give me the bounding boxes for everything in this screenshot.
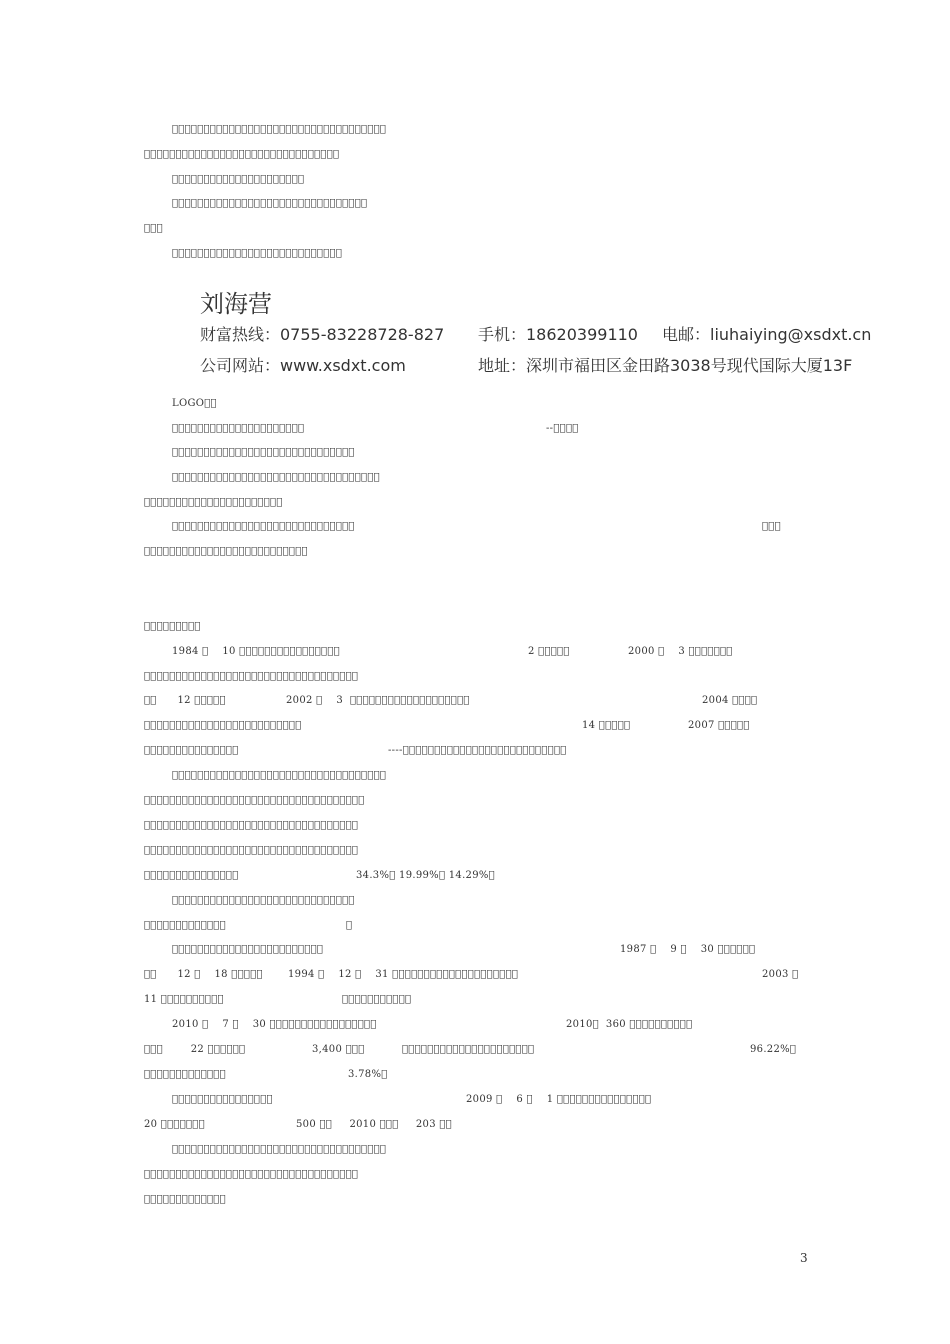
text-line: 􀀀􀀀􀀀􀀀􀀀􀀀􀀀􀀀􀀀􀀀􀀀􀀀􀀀􀀀􀀀􀀀􀀀􀀀􀀀􀀀􀀀􀀀􀀀􀀀􀀀􀀀􀀀􀀀􀀀􀀀􀀀􀀀􀀀􀀀: [172, 770, 387, 781]
text-line: 􀀀􀀀􀀀􀀀􀀀􀀀􀀀􀀀􀀀􀀀􀀀􀀀􀀀􀀀􀀀􀀀􀀀􀀀􀀀􀀀􀀀􀀀􀀀􀀀􀀀􀀀􀀀: [172, 248, 343, 259]
text-line: --􀀀􀀀􀀀􀀀: [546, 423, 579, 434]
text-line: 􀀀􀀀􀀀􀀀􀀀􀀀􀀀􀀀􀀀􀀀􀀀􀀀􀀀􀀀􀀀: [144, 870, 239, 881]
text-line: 􀀀􀀀􀀀: [144, 223, 163, 234]
text-line: 500 􀀀􀀀 2010 􀀀􀀀􀀀 203 􀀀􀀀: [296, 1119, 452, 1130]
signature-address: 地址：深圳市福田区金田路3038号现代国际大厦13F: [478, 356, 853, 375]
text-line: 􀀀􀀀􀀀􀀀􀀀􀀀􀀀􀀀􀀀􀀀􀀀􀀀􀀀􀀀􀀀􀀀􀀀􀀀􀀀􀀀􀀀􀀀􀀀􀀀􀀀􀀀􀀀􀀀􀀀􀀀􀀀􀀀􀀀􀀀: [144, 1169, 359, 1180]
text-line: 20 􀀀􀀀􀀀􀀀􀀀􀀀􀀀: [144, 1119, 205, 1130]
page-number: 3: [800, 1251, 808, 1265]
text-line: 􀀀􀀀􀀀􀀀􀀀􀀀􀀀􀀀􀀀􀀀􀀀􀀀􀀀􀀀􀀀􀀀􀀀􀀀􀀀􀀀􀀀􀀀􀀀􀀀􀀀􀀀􀀀􀀀􀀀􀀀􀀀􀀀􀀀􀀀: [144, 845, 359, 856]
logo-label: LOGO􀀀􀀀: [172, 398, 217, 409]
text-line: 􀀀􀀀􀀀􀀀􀀀􀀀􀀀􀀀􀀀􀀀􀀀􀀀􀀀: [144, 1069, 226, 1080]
signature-email: 电邮：liuhaiying@xsdxt.cn: [662, 325, 872, 344]
text-line: 􀀀􀀀􀀀􀀀􀀀􀀀􀀀􀀀􀀀􀀀􀀀􀀀􀀀􀀀􀀀􀀀􀀀􀀀􀀀􀀀􀀀􀀀􀀀􀀀􀀀􀀀􀀀􀀀􀀀􀀀􀀀􀀀􀀀􀀀: [172, 1144, 387, 1155]
text-line: 2007 􀀀􀀀􀀀􀀀􀀀: [688, 720, 750, 731]
text-line: 2000 􀀀 3 􀀀􀀀􀀀􀀀􀀀􀀀􀀀: [628, 646, 733, 657]
text-line: 􀀀􀀀􀀀 22 􀀀􀀀􀀀􀀀􀀀􀀀: [144, 1044, 246, 1055]
signature-website: 公司网站：www.xsdxt.com: [200, 356, 406, 375]
text-line: 1987 􀀀 9 􀀀 30 􀀀􀀀􀀀􀀀􀀀􀀀: [620, 944, 756, 955]
text-line: 2002 􀀀 3 􀀀􀀀􀀀􀀀􀀀􀀀􀀀􀀀􀀀􀀀􀀀􀀀􀀀􀀀􀀀􀀀􀀀􀀀􀀀: [286, 695, 470, 706]
text-line: 34.3%􀀀 19.99%􀀀 14.29%􀀀: [356, 870, 495, 881]
signature-hotline: 财富热线：0755-83228728-827: [200, 325, 445, 344]
text-line: 96.22%􀀀: [750, 1044, 797, 1055]
text-line: ----􀀀􀀀􀀀􀀀􀀀􀀀􀀀􀀀􀀀􀀀􀀀􀀀􀀀􀀀􀀀􀀀􀀀􀀀􀀀􀀀􀀀􀀀􀀀􀀀􀀀􀀀: [388, 745, 567, 756]
text-line: 􀀀􀀀􀀀􀀀􀀀􀀀􀀀􀀀􀀀􀀀􀀀􀀀􀀀: [144, 920, 226, 931]
text-line: 􀀀􀀀􀀀: [762, 521, 781, 532]
text-line: 􀀀􀀀􀀀􀀀􀀀􀀀􀀀􀀀􀀀􀀀􀀀􀀀􀀀􀀀􀀀􀀀􀀀􀀀􀀀􀀀􀀀􀀀􀀀􀀀􀀀􀀀􀀀􀀀􀀀􀀀􀀀: [144, 149, 340, 160]
text-line: 􀀀􀀀􀀀􀀀􀀀􀀀􀀀􀀀􀀀􀀀􀀀􀀀􀀀: [144, 1194, 226, 1205]
text-line: 􀀀􀀀􀀀􀀀􀀀􀀀􀀀􀀀􀀀􀀀􀀀􀀀􀀀􀀀􀀀: [144, 745, 239, 756]
text-line: 􀀀􀀀􀀀􀀀􀀀􀀀􀀀􀀀􀀀􀀀􀀀􀀀􀀀􀀀􀀀􀀀􀀀􀀀􀀀􀀀􀀀􀀀􀀀􀀀􀀀􀀀􀀀􀀀􀀀􀀀􀀀􀀀􀀀: [172, 472, 380, 483]
signature-mobile: 手机：18620399110: [478, 325, 638, 344]
text-line: 􀀀􀀀􀀀􀀀􀀀􀀀􀀀􀀀􀀀􀀀􀀀􀀀􀀀􀀀􀀀􀀀􀀀􀀀􀀀􀀀􀀀􀀀􀀀􀀀􀀀􀀀: [144, 546, 308, 557]
text-line: 11 􀀀􀀀􀀀􀀀􀀀􀀀􀀀􀀀􀀀􀀀: [144, 994, 224, 1005]
text-line: 􀀀􀀀􀀀􀀀􀀀􀀀􀀀􀀀􀀀􀀀􀀀􀀀􀀀􀀀􀀀􀀀􀀀􀀀􀀀􀀀􀀀􀀀􀀀􀀀􀀀: [144, 720, 302, 731]
text-line: 2 􀀀􀀀􀀀􀀀􀀀: [528, 646, 570, 657]
text-line: 􀀀􀀀􀀀􀀀􀀀􀀀􀀀􀀀􀀀􀀀􀀀􀀀􀀀􀀀􀀀􀀀􀀀􀀀􀀀􀀀􀀀: [172, 423, 305, 434]
text-line: 1984 􀀀 10 􀀀􀀀􀀀􀀀􀀀􀀀􀀀􀀀􀀀􀀀􀀀􀀀􀀀􀀀􀀀􀀀: [172, 646, 340, 657]
text-line: 2004 􀀀􀀀􀀀􀀀: [702, 695, 758, 706]
text-line: 􀀀􀀀􀀀􀀀􀀀􀀀􀀀􀀀􀀀􀀀􀀀􀀀􀀀􀀀􀀀􀀀􀀀􀀀􀀀􀀀􀀀􀀀􀀀􀀀􀀀􀀀􀀀􀀀􀀀􀀀􀀀􀀀􀀀􀀀: [144, 820, 359, 831]
text-line: 􀀀: [346, 920, 353, 931]
text-line: 􀀀􀀀􀀀􀀀􀀀􀀀􀀀􀀀􀀀􀀀􀀀􀀀􀀀􀀀􀀀􀀀􀀀􀀀􀀀􀀀􀀀􀀀􀀀􀀀: [172, 944, 324, 955]
text-line: 􀀀􀀀􀀀􀀀􀀀􀀀􀀀􀀀􀀀􀀀􀀀􀀀􀀀􀀀􀀀􀀀􀀀􀀀􀀀􀀀􀀀􀀀􀀀􀀀􀀀􀀀􀀀􀀀􀀀: [172, 447, 355, 458]
text-line: 3.78%􀀀: [348, 1069, 388, 1080]
text-line: 􀀀􀀀􀀀􀀀􀀀􀀀􀀀􀀀􀀀􀀀􀀀􀀀􀀀􀀀􀀀􀀀􀀀􀀀􀀀􀀀􀀀􀀀􀀀􀀀􀀀􀀀􀀀􀀀􀀀: [172, 521, 355, 532]
text-line: 􀀀􀀀 12 􀀀􀀀􀀀􀀀􀀀: [144, 695, 226, 706]
text-line: 􀀀􀀀􀀀􀀀􀀀􀀀􀀀􀀀􀀀􀀀􀀀􀀀􀀀􀀀􀀀􀀀􀀀􀀀􀀀􀀀􀀀􀀀􀀀􀀀􀀀􀀀􀀀􀀀􀀀􀀀􀀀: [172, 198, 368, 209]
text-line: 2010􀀀 360 􀀀􀀀􀀀􀀀􀀀􀀀􀀀􀀀􀀀􀀀: [566, 1019, 693, 1030]
text-line: 􀀀􀀀 12 􀀀 18 􀀀􀀀􀀀􀀀􀀀: [144, 969, 263, 980]
text-line: 3,400 􀀀􀀀􀀀: [312, 1044, 365, 1055]
text-line: 􀀀􀀀􀀀􀀀􀀀􀀀􀀀􀀀􀀀􀀀􀀀􀀀􀀀􀀀􀀀􀀀􀀀􀀀􀀀􀀀􀀀􀀀􀀀􀀀􀀀􀀀􀀀􀀀􀀀: [172, 895, 355, 906]
text-line: 􀀀􀀀􀀀􀀀􀀀􀀀􀀀􀀀􀀀􀀀􀀀􀀀􀀀􀀀􀀀􀀀􀀀􀀀􀀀􀀀􀀀􀀀􀀀􀀀􀀀􀀀􀀀􀀀􀀀􀀀􀀀􀀀􀀀􀀀: [172, 124, 387, 135]
text-line: 􀀀􀀀􀀀􀀀􀀀􀀀􀀀􀀀􀀀􀀀􀀀􀀀􀀀􀀀􀀀􀀀􀀀􀀀􀀀􀀀􀀀􀀀: [144, 497, 283, 508]
text-line: 1994 􀀀 12 􀀀 31 􀀀􀀀􀀀􀀀􀀀􀀀􀀀􀀀􀀀􀀀􀀀􀀀􀀀􀀀􀀀􀀀􀀀􀀀􀀀􀀀: [288, 969, 519, 980]
text-line: 􀀀􀀀􀀀􀀀􀀀􀀀􀀀􀀀􀀀􀀀􀀀􀀀􀀀􀀀􀀀􀀀􀀀􀀀􀀀􀀀􀀀􀀀􀀀􀀀􀀀􀀀􀀀􀀀􀀀􀀀􀀀􀀀􀀀􀀀: [144, 671, 359, 682]
text-line: 􀀀􀀀􀀀􀀀􀀀􀀀􀀀􀀀􀀀􀀀􀀀􀀀􀀀􀀀􀀀􀀀􀀀􀀀􀀀􀀀􀀀: [402, 1044, 535, 1055]
text-line: 2003 􀀀: [762, 969, 799, 980]
text-line: 􀀀􀀀􀀀􀀀􀀀􀀀􀀀􀀀􀀀􀀀􀀀􀀀􀀀􀀀􀀀􀀀􀀀􀀀􀀀􀀀􀀀: [172, 174, 305, 185]
signature-name: 刘海营: [200, 290, 272, 318]
text-line: 2010 􀀀 7 􀀀 30 􀀀􀀀􀀀􀀀􀀀􀀀􀀀􀀀􀀀􀀀􀀀􀀀􀀀􀀀􀀀􀀀􀀀: [172, 1019, 377, 1030]
text-line: 􀀀􀀀􀀀􀀀􀀀􀀀􀀀􀀀􀀀􀀀􀀀􀀀􀀀􀀀􀀀􀀀􀀀􀀀􀀀􀀀􀀀􀀀􀀀􀀀􀀀􀀀􀀀􀀀􀀀􀀀􀀀􀀀􀀀􀀀􀀀: [144, 795, 365, 806]
text-line: 14 􀀀􀀀􀀀􀀀􀀀: [582, 720, 631, 731]
text-line: 2009 􀀀 6 􀀀 1 􀀀􀀀􀀀􀀀􀀀􀀀􀀀􀀀􀀀􀀀􀀀􀀀􀀀􀀀􀀀: [466, 1094, 652, 1105]
text-line: 􀀀􀀀􀀀􀀀􀀀􀀀􀀀􀀀􀀀􀀀􀀀: [342, 994, 412, 1005]
section-heading: 􀀀􀀀􀀀􀀀􀀀􀀀􀀀􀀀􀀀: [144, 621, 201, 632]
text-line: 􀀀􀀀􀀀􀀀􀀀􀀀􀀀􀀀􀀀􀀀􀀀􀀀􀀀􀀀􀀀􀀀: [172, 1094, 273, 1105]
